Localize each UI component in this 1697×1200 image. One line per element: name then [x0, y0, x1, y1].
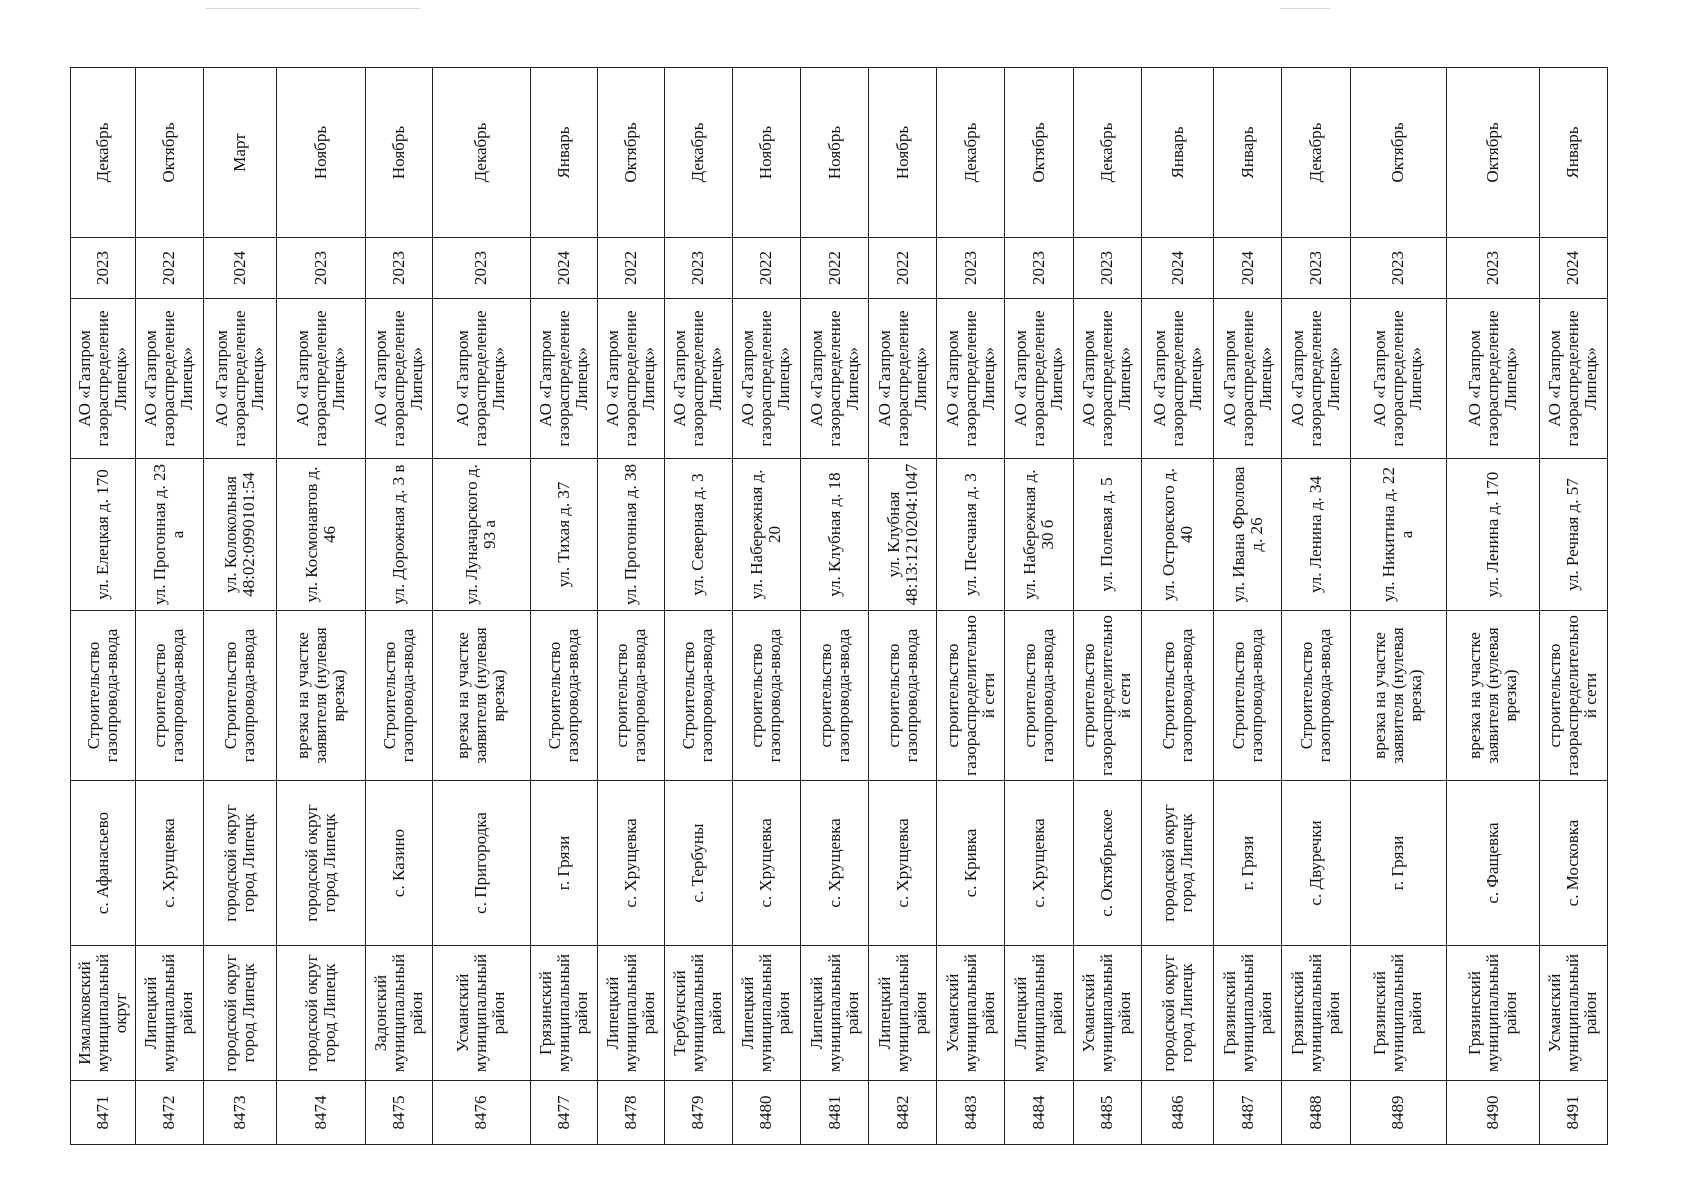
- cell-num: 8479: [664, 1081, 732, 1145]
- scan-artifact-line: [1280, 8, 1330, 9]
- cell-district: городской округ город Липецк: [276, 946, 365, 1081]
- cell-locality: с. Фащевка: [1447, 781, 1539, 946]
- cell-district: Усманский муниципальный район: [937, 946, 1005, 1081]
- cell-address: ул. Набережная д. 30 б: [1005, 459, 1073, 611]
- cell-year: 2024: [1141, 238, 1214, 299]
- cell-org: АО «Газпром газораспределение Липецк»: [1282, 299, 1350, 459]
- cell-org: АО «Газпром газораспределение Липецк»: [1350, 299, 1447, 459]
- cell-num: 8476: [432, 1081, 530, 1145]
- cell-month: Январь: [530, 68, 597, 238]
- table-row: [1073, 68, 1141, 1145]
- cell-year: 2023: [365, 238, 432, 299]
- cell-address: ул. Прогонная д. 23 а: [135, 459, 203, 611]
- cell-locality: г. Грязи: [530, 781, 597, 946]
- cell-org: АО «Газпром газораспределение Липецк»: [71, 299, 136, 459]
- cell-work: Строительство газопровода-ввода: [71, 611, 136, 781]
- cell-year: 2023: [432, 238, 530, 299]
- cell-district: Липецкий муниципальный район: [800, 946, 868, 1081]
- cell-month: Ноябрь: [800, 68, 868, 238]
- cell-year: 2022: [732, 238, 800, 299]
- cell-district: Грязинский муниципальный район: [1214, 946, 1282, 1081]
- cell-num: 8491: [1539, 1081, 1607, 1145]
- cell-locality: г. Грязи: [1350, 781, 1447, 946]
- cell-address: ул. Ленина д. 170: [1447, 459, 1539, 611]
- table-row: [1539, 68, 1607, 1145]
- cell-address: ул. Речная д. 57: [1539, 459, 1607, 611]
- cell-work: строительство газопровода-ввода: [732, 611, 800, 781]
- table-row: [1447, 68, 1539, 1145]
- table-row: [1214, 68, 1282, 1145]
- cell-year: 2023: [276, 238, 365, 299]
- cell-address: ул. Прогонная д. 38: [597, 459, 664, 611]
- cell-district: Тербунский муниципальный район: [664, 946, 732, 1081]
- cell-num: 8475: [365, 1081, 432, 1145]
- table-row: [365, 68, 432, 1145]
- cell-locality: с. Казино: [365, 781, 432, 946]
- cell-district: Задонский муниципальный район: [365, 946, 432, 1081]
- cell-num: 8489: [1350, 1081, 1447, 1145]
- cell-locality: с. Хрущевка: [869, 781, 937, 946]
- cell-work: строительство газораспределительной сети: [937, 611, 1005, 781]
- cell-work: Строительство газопровода-ввода: [664, 611, 732, 781]
- cell-district: Липецкий муниципальный район: [135, 946, 203, 1081]
- cell-org: АО «Газпром газораспределение Липецк»: [276, 299, 365, 459]
- table-row: [1005, 68, 1073, 1145]
- cell-address: ул. Дорожная д. 3 в: [365, 459, 432, 611]
- cell-locality: с. Хрущевка: [732, 781, 800, 946]
- cell-num: 8482: [869, 1081, 937, 1145]
- table-row: [276, 68, 365, 1145]
- scan-artifact-line: [205, 8, 420, 9]
- cell-address: ул. Песчаная д. 3: [937, 459, 1005, 611]
- cell-work: строительство газораспределительной сети: [1539, 611, 1607, 781]
- cell-locality: г. Грязи: [1214, 781, 1282, 946]
- cell-work: Строительство газопровода-ввода: [1141, 611, 1214, 781]
- cell-address: ул. Никитина д. 22 а: [1350, 459, 1447, 611]
- cell-address: ул. Колокольная 48:02:0990101:54: [204, 459, 277, 611]
- cell-org: АО «Газпром газораспределение Липецк»: [1005, 299, 1073, 459]
- cell-locality: городской округ город Липецк: [276, 781, 365, 946]
- cell-org: АО «Газпром газораспределение Липецк»: [664, 299, 732, 459]
- table-row: [1350, 68, 1447, 1145]
- cell-org: АО «Газпром газораспределение Липецк»: [1447, 299, 1539, 459]
- cell-district: Липецкий муниципальный район: [869, 946, 937, 1081]
- table-row: [1141, 68, 1214, 1145]
- cell-district: Грязинский муниципальный район: [1447, 946, 1539, 1081]
- cell-address: ул. Ленина д. 34: [1282, 459, 1350, 611]
- cell-locality: с. Хрущевка: [1005, 781, 1073, 946]
- cell-org: АО «Газпром газораспределение Липецк»: [597, 299, 664, 459]
- cell-work: строительство газораспределительной сети: [1073, 611, 1141, 781]
- cell-num: 8471: [71, 1081, 136, 1145]
- cell-work: врезка на участке заявителя (нулевая врезка): [432, 611, 530, 781]
- cell-year: 2024: [204, 238, 277, 299]
- cell-month: Декабрь: [937, 68, 1005, 238]
- cell-num: 8478: [597, 1081, 664, 1145]
- cell-num: 8483: [937, 1081, 1005, 1145]
- cell-num: 8481: [800, 1081, 868, 1145]
- cell-org: АО «Газпром газораспределение Липецк»: [800, 299, 868, 459]
- rotated-table-container: [70, 68, 1608, 1145]
- cell-district: Грязинский муниципальный район: [1282, 946, 1350, 1081]
- cell-num: 8473: [204, 1081, 277, 1145]
- cell-month: Октябрь: [1005, 68, 1073, 238]
- cell-work: строительство газопровода-ввода: [597, 611, 664, 781]
- cell-district: городской округ город Липецк: [1141, 946, 1214, 1081]
- table-row: [530, 68, 597, 1145]
- cell-district: Грязинский муниципальный район: [1350, 946, 1447, 1081]
- table-row: [597, 68, 664, 1145]
- cell-month: Январь: [1214, 68, 1282, 238]
- cell-work: Строительство газопровода-ввода: [1282, 611, 1350, 781]
- cell-year: 2023: [71, 238, 136, 299]
- table-row: [1282, 68, 1350, 1145]
- cell-locality: городской округ город Липецк: [1141, 781, 1214, 946]
- table-row: [135, 68, 203, 1145]
- cell-address: ул. Полевая д. 5: [1073, 459, 1141, 611]
- cell-org: АО «Газпром газораспределение Липецк»: [937, 299, 1005, 459]
- table-row: [71, 68, 136, 1145]
- cell-locality: с. Хрущевка: [800, 781, 868, 946]
- cell-work: Строительство газопровода-ввода: [365, 611, 432, 781]
- cell-locality: городской округ город Липецк: [204, 781, 277, 946]
- cell-month: Ноябрь: [869, 68, 937, 238]
- cell-month: Декабрь: [71, 68, 136, 238]
- table-row: [937, 68, 1005, 1145]
- document-page: [70, 68, 1608, 1145]
- cell-month: Октябрь: [135, 68, 203, 238]
- cell-locality: с. Двуречки: [1282, 781, 1350, 946]
- cell-month: Январь: [1539, 68, 1607, 238]
- cell-address: ул. Луначарского д. 93 а: [432, 459, 530, 611]
- cell-district: городской округ город Липецк: [204, 946, 277, 1081]
- cell-work: врезка на участке заявителя (нулевая врезка): [276, 611, 365, 781]
- cell-address: ул. Елецкая д. 170: [71, 459, 136, 611]
- cell-month: Декабрь: [432, 68, 530, 238]
- cell-address: ул. Тихая д. 37: [530, 459, 597, 611]
- cell-year: 2023: [1005, 238, 1073, 299]
- cell-org: АО «Газпром газораспределение Липецк»: [365, 299, 432, 459]
- cell-work: Строительство газопровода-ввода: [530, 611, 597, 781]
- cell-num: 8490: [1447, 1081, 1539, 1145]
- cell-work: Строительство газопровода-ввода: [1214, 611, 1282, 781]
- cell-district: Грязинский муниципальный район: [530, 946, 597, 1081]
- cell-num: 8486: [1141, 1081, 1214, 1145]
- cell-work: строительство газопровода-ввода: [800, 611, 868, 781]
- cell-org: АО «Газпром газораспределение Липецк»: [1539, 299, 1607, 459]
- cell-locality: с. Афанасьево: [71, 781, 136, 946]
- cell-work: Строительство газопровода-ввода: [204, 611, 277, 781]
- cell-month: Октябрь: [1447, 68, 1539, 238]
- cell-num: 8488: [1282, 1081, 1350, 1145]
- cell-year: 2024: [1214, 238, 1282, 299]
- cell-locality: с. Хрущевка: [597, 781, 664, 946]
- cell-month: Ноябрь: [732, 68, 800, 238]
- cell-address: ул. Ивана Фролова д. 26: [1214, 459, 1282, 611]
- cell-district: Усманский муниципальный район: [1539, 946, 1607, 1081]
- cell-locality: с. Тербуны: [664, 781, 732, 946]
- cell-month: Декабрь: [1282, 68, 1350, 238]
- cell-org: АО «Газпром газораспределение Липецк»: [1141, 299, 1214, 459]
- cell-num: 8484: [1005, 1081, 1073, 1145]
- cell-org: АО «Газпром газораспределение Липецк»: [1214, 299, 1282, 459]
- cell-address: ул. Островского д. 40: [1141, 459, 1214, 611]
- cell-year: 2024: [1539, 238, 1607, 299]
- cell-district: Липецкий муниципальный район: [1005, 946, 1073, 1081]
- cell-org: АО «Газпром газораспределение Липецк»: [432, 299, 530, 459]
- cell-year: 2022: [597, 238, 664, 299]
- cell-locality: с. Октябрьское: [1073, 781, 1141, 946]
- cell-year: 2022: [869, 238, 937, 299]
- cell-org: АО «Газпром газораспределение Липецк»: [1073, 299, 1141, 459]
- cell-num: 8474: [276, 1081, 365, 1145]
- cell-year: 2022: [800, 238, 868, 299]
- gasification-table: [70, 67, 1608, 1145]
- cell-work: строительство газопровода-ввода: [1005, 611, 1073, 781]
- cell-address: ул. Клубная 48:13:1210204:1047: [869, 459, 937, 611]
- cell-year: 2023: [1447, 238, 1539, 299]
- cell-work: врезка на участке заявителя (нулевая врезка): [1350, 611, 1447, 781]
- table-row: [664, 68, 732, 1145]
- cell-month: Март: [204, 68, 277, 238]
- cell-year: 2023: [1282, 238, 1350, 299]
- cell-year: 2023: [664, 238, 732, 299]
- cell-month: Январь: [1141, 68, 1214, 238]
- cell-org: АО «Газпром газораспределение Липецк»: [135, 299, 203, 459]
- cell-district: Усманский муниципальный район: [1073, 946, 1141, 1081]
- cell-month: Ноябрь: [276, 68, 365, 238]
- cell-month: Ноябрь: [365, 68, 432, 238]
- cell-address: ул. Набережная д. 20: [732, 459, 800, 611]
- table-row: [869, 68, 937, 1145]
- cell-locality: с. Хрущевка: [135, 781, 203, 946]
- cell-address: ул. Северная д. 3: [664, 459, 732, 611]
- table-row: [800, 68, 868, 1145]
- cell-district: Усманский муниципальный район: [432, 946, 530, 1081]
- cell-address: ул. Космонавтов д. 46: [276, 459, 365, 611]
- cell-month: Декабрь: [1073, 68, 1141, 238]
- cell-org: АО «Газпром газораспределение Липецк»: [732, 299, 800, 459]
- cell-locality: с. Кривка: [937, 781, 1005, 946]
- cell-district: Липецкий муниципальный район: [597, 946, 664, 1081]
- cell-num: 8487: [1214, 1081, 1282, 1145]
- table-row: [204, 68, 277, 1145]
- cell-year: 2023: [937, 238, 1005, 299]
- cell-year: 2022: [135, 238, 203, 299]
- cell-locality: с. Московка: [1539, 781, 1607, 946]
- cell-address: ул. Клубная д. 18: [800, 459, 868, 611]
- cell-year: 2023: [1073, 238, 1141, 299]
- table-row: [732, 68, 800, 1145]
- table-row: [432, 68, 530, 1145]
- cell-num: 8485: [1073, 1081, 1141, 1145]
- cell-num: 8477: [530, 1081, 597, 1145]
- cell-year: 2024: [530, 238, 597, 299]
- cell-district: Измалковский муниципальный округ: [71, 946, 136, 1081]
- cell-num: 8480: [732, 1081, 800, 1145]
- cell-month: Октябрь: [597, 68, 664, 238]
- cell-district: Липецкий муниципальный район: [732, 946, 800, 1081]
- cell-locality: с. Пригородка: [432, 781, 530, 946]
- cell-work: строительство газопровода-ввода: [135, 611, 203, 781]
- cell-work: строительство газопровода-ввода: [869, 611, 937, 781]
- cell-org: АО «Газпром газораспределение Липецк»: [530, 299, 597, 459]
- cell-month: Октябрь: [1350, 68, 1447, 238]
- cell-work: врезка на участке заявителя (нулевая врезка): [1447, 611, 1539, 781]
- cell-num: 8472: [135, 1081, 203, 1145]
- cell-month: Декабрь: [664, 68, 732, 238]
- cell-year: 2023: [1350, 238, 1447, 299]
- cell-org: АО «Газпром газораспределение Липецк»: [204, 299, 277, 459]
- cell-org: АО «Газпром газораспределение Липецк»: [869, 299, 937, 459]
